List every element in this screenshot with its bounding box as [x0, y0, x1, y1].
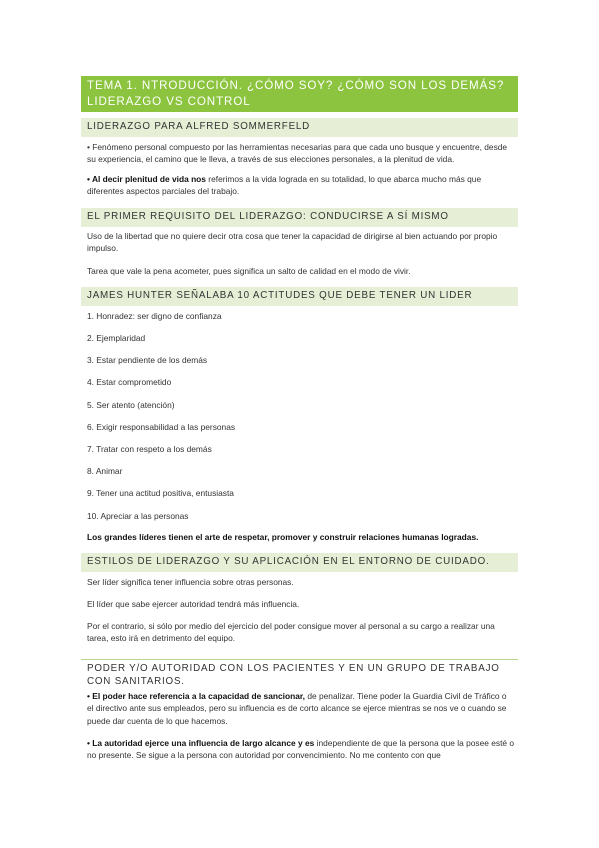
- paragraph-autoridad-bold: • La autoridad ejerce una influencia de largo alcance y es: [87, 738, 315, 748]
- page-title: TEMA 1. NTRODUCCIÓN. ¿CÓMO SOY? ¿CÓMO SON LOS DEMÁS? LIDERAZGO VS CONTROL: [81, 76, 518, 112]
- section-heading-primer-requisito: EL PRIMER REQUISITO DEL LIDERAZGO: CONDUCIRSE A SÍ MISMO: [81, 208, 518, 227]
- paragraph-lider-autoridad: El líder que sabe ejercer autoridad tendrá más influencia.: [87, 599, 300, 609]
- list-item: 10. Apreciar a las personas: [87, 511, 189, 521]
- list-item: 2. Ejemplaridad: [87, 333, 146, 343]
- paragraph-libertad: Uso de la libertad que no quiere decir otra cosa que tener la capacidad de dirigirse al bien actuando por propio impulso.: [87, 231, 498, 254]
- list-item: 4. Estar comprometido: [87, 377, 172, 387]
- paragraph-autoridad: [87, 737, 515, 762]
- paragraph-autoridad-rest: independiente de que la persona que la posee esté o no presente. Se sigue a la persona con autoridad por convencimiento. No me contento con que: [87, 738, 515, 761]
- paragraph-poder-bold: • El poder hace referencia a la capacidad de sancionar,: [87, 691, 305, 701]
- list-item: 8. Animar: [87, 466, 123, 476]
- list-item: 9. Tener una actitud positiva, entusiasta: [87, 488, 234, 498]
- paragraph-poder-rest: de penalizar. Tiene poder la Guardia Civil de Tráfico o el directivo ante sus empleados, pero su influencia es de corto alcance se ejerce mientras se nos ve o cuando se puede dar cuenta de lo que hacemos.: [87, 691, 507, 726]
- section-heading-estilos: ESTILOS DE LIDERAZGO Y SU APLICACIÓN EN EL ENTORNO DE CUIDADO.: [81, 553, 518, 572]
- list-item: 7. Tratar con respeto a los demás: [87, 444, 212, 454]
- paragraph-por-el-contrario: Por el contrario, si sólo por medio del ejercicio del poder consigue mover al personal a su cargo a realizar una tarea, esto irá en detrimento del equipo.: [87, 621, 495, 644]
- paragraph-ser-lider: Ser líder significa tener influencia sobre otras personas.: [87, 577, 294, 587]
- section-divider: [81, 659, 518, 660]
- paragraph-plenitud-rest: referimos a la vida lograda en su totalidad, lo que abarca mucho más que diferentes aspectos parciales del trabajo.: [87, 174, 482, 197]
- paragraph-plenitud: [87, 173, 515, 198]
- paragraph-grandes-lideres: Los grandes líderes tienen el arte de respetar, promover y construir relaciones humanas logradas.: [87, 532, 479, 542]
- section-heading-sommerfeld: LIDERAZGO PARA ALFRED SOMMERFELD: [81, 118, 518, 137]
- paragraph-fenomeno: • Fenómeno personal compuesto por las herramientas necesarias para que cada uno busque y encuentre, desde su experiencia, el camino que le lleva, a través de sus elecciones personales, a la plenitud de vida.: [87, 142, 508, 165]
- list-item: 5. Ser atento (atención): [87, 400, 175, 410]
- list-item: 3. Estar pendiente de los demás: [87, 355, 208, 365]
- list-item: 1. Honradez: ser digno de confianza: [87, 311, 222, 321]
- paragraph-tarea: Tarea que vale la pena acometer, pues significa un salto de calidad en el modo de vivir.: [87, 266, 411, 276]
- paragraph-poder: [87, 690, 515, 727]
- paragraph-plenitud-bold: • Al decir plenitud de vida nos: [87, 174, 206, 184]
- section-heading-poder-autoridad: PODER Y/O AUTORIDAD CON LOS PACIENTES Y EN UN GRUPO DE TRABAJO CON SANITARIOS.: [87, 663, 500, 687]
- section-heading-james-hunter: JAMES HUNTER SEÑALABA 10 ACTITUDES QUE DEBE TENER UN LIDER: [81, 287, 518, 306]
- list-item: 6. Exigir responsabilidad a las personas: [87, 422, 236, 432]
